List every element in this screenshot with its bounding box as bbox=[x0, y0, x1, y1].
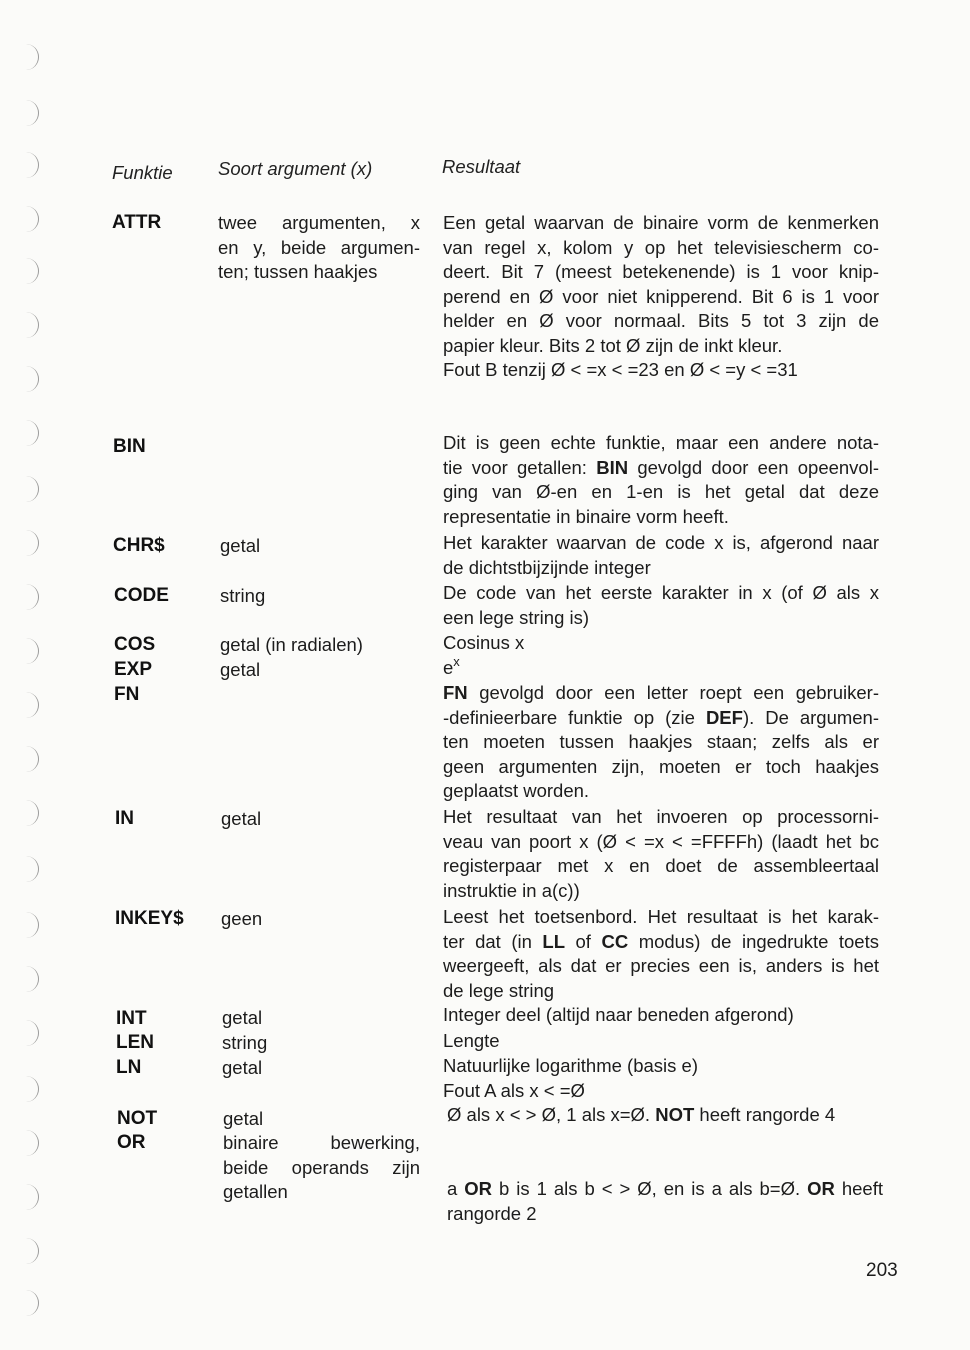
result-line: -definieerbare funktie op (zie DEF). De argumen- bbox=[443, 706, 880, 728]
result-len bbox=[443, 1029, 879, 1054]
function-name-inkey: INKEY$ bbox=[115, 908, 184, 929]
result-attr bbox=[443, 211, 879, 383]
function-name-or: OR bbox=[117, 1132, 146, 1153]
result-line: papier kleur. Bits 2 tot Ø zijn de inkt kleur. bbox=[443, 334, 783, 356]
argument-int: getal bbox=[222, 1007, 263, 1028]
result-line: instruktie in a(c)) bbox=[443, 879, 580, 901]
function-name-attr: ATTR bbox=[112, 212, 162, 233]
function-name-cos: COS bbox=[114, 634, 156, 655]
result-line: weergeeft, als dat er precies een is, anders is het bbox=[443, 955, 879, 976]
result-line: Een getal waarvan de binaire vorm de kenmerken bbox=[443, 212, 879, 233]
function-name-int: INT bbox=[116, 1008, 147, 1029]
result-line: De code van het eerste karakter in x (of Ø als x bbox=[443, 582, 879, 603]
result-exp bbox=[443, 656, 879, 681]
result-chr bbox=[443, 531, 879, 580]
header-argument: Soort argument (x) bbox=[218, 158, 373, 179]
result-in bbox=[443, 805, 879, 903]
argument-len: string bbox=[222, 1032, 268, 1053]
function-name-ln: LN bbox=[116, 1057, 142, 1078]
result-line: Fout B tenzij Ø < =x < =23 en Ø < =y < =31 bbox=[443, 359, 798, 380]
function-name-bin: BIN bbox=[113, 436, 146, 457]
argument-inkey: geen bbox=[221, 908, 263, 929]
result-line: ten moeten tussen haakjes staan; zelfs als er bbox=[443, 731, 879, 752]
function-name-exp: EXP bbox=[114, 659, 153, 680]
result-line: een lege string is) bbox=[443, 606, 590, 628]
result-line: geplaatst worden. bbox=[443, 780, 590, 801]
argument-code: string bbox=[220, 585, 266, 606]
function-name-len: LEN bbox=[116, 1032, 154, 1053]
argument-line: en y, beide argumen- bbox=[218, 236, 420, 258]
result-exponent: x bbox=[453, 654, 460, 669]
argument-or bbox=[223, 1131, 420, 1205]
result-ln bbox=[443, 1054, 879, 1103]
function-name-chr: CHR$ bbox=[113, 535, 165, 556]
result-line: Leest het toetsenbord. Het resultaat is het karak- bbox=[443, 906, 879, 927]
result-line: van regel x, kolom y op het televisiescherm co- bbox=[443, 236, 879, 258]
argument-chr: getal bbox=[220, 535, 261, 556]
result-bin bbox=[443, 431, 879, 529]
result-line: de dichtstbijzijnde integer bbox=[443, 556, 651, 578]
argument-attr bbox=[218, 211, 420, 285]
result-line: de lege string bbox=[443, 979, 555, 1001]
result-line: FN gevolgd door een letter roept een gebruiker- bbox=[443, 682, 879, 703]
result-line: deert. Bit 7 (meest betekenende) is 1 voor knip- bbox=[443, 261, 879, 282]
result-inkey bbox=[443, 905, 879, 1003]
result-line: perend en Ø voor niet knipperend. Bit 6 is 1 voor bbox=[443, 285, 879, 307]
function-name-fn: FN bbox=[114, 684, 140, 705]
result-line: Het karakter waarvan de code x is, afgerond naar bbox=[443, 532, 879, 553]
result-line: Fout A als x < =Ø bbox=[443, 1079, 585, 1101]
result-line: Het resultaat van het invoeren op processorni- bbox=[443, 806, 879, 827]
argument-line: beide operands zijn bbox=[223, 1156, 420, 1178]
header-result: Resultaat bbox=[442, 156, 521, 177]
function-name-not: NOT bbox=[117, 1108, 158, 1129]
result-line: Natuurlijke logarithme (basis e) bbox=[443, 1055, 698, 1076]
argument-line: ten; tussen haakjes bbox=[218, 261, 378, 282]
result-fn bbox=[443, 681, 879, 804]
result-line: rangorde 2 bbox=[447, 1202, 537, 1224]
result-line: Ø als x < > Ø, 1 als x=Ø. NOT heeft rangorde 4 bbox=[447, 1104, 836, 1125]
binder-holes bbox=[0, 0, 40, 1350]
result-line: helder en Ø voor normaal. Bits 5 tot 3 zijn de bbox=[443, 310, 879, 331]
argument-exp: getal bbox=[220, 659, 261, 680]
argument-not: getal bbox=[223, 1108, 264, 1129]
result-base: e bbox=[443, 657, 454, 678]
result-cos bbox=[443, 631, 879, 656]
result-line: veau van poort x (Ø < =x < =FFFFh) (laadt het bc bbox=[443, 830, 879, 852]
result-line: representatie in binaire vorm heeft. bbox=[443, 505, 729, 527]
result-line: tie voor getallen: BIN gevolgd door een opeenvol- bbox=[443, 456, 879, 478]
argument-line: binaire bewerking, bbox=[223, 1132, 420, 1153]
argument-cos: getal (in radialen) bbox=[220, 634, 363, 655]
result-or bbox=[447, 1177, 883, 1226]
header-function: Funktie bbox=[112, 162, 173, 183]
function-name-in: IN bbox=[115, 808, 134, 829]
page-number: 203 bbox=[866, 1260, 898, 1281]
result-line: Integer deel (altijd naar beneden afgerond) bbox=[443, 1004, 794, 1025]
result-line: a OR b is 1 als b < > Ø, en is a als b=Ø. OR heeft bbox=[447, 1178, 883, 1199]
argument-line: getallen bbox=[223, 1181, 288, 1202]
argument-line: twee argumenten, x bbox=[218, 212, 420, 233]
result-line: Lengte bbox=[443, 1030, 500, 1051]
argument-ln: getal bbox=[222, 1057, 263, 1078]
result-line: Dit is geen echte funktie, maar een andere nota- bbox=[443, 432, 879, 453]
result-not bbox=[447, 1103, 883, 1128]
result-line: registerpaar met x en doet de assembleertaal bbox=[443, 855, 879, 876]
result-line: ging van Ø-en en 1-en is het getal dat deze bbox=[443, 481, 879, 502]
result-code bbox=[443, 581, 879, 630]
result-line: Cosinus x bbox=[443, 632, 525, 653]
result-line: ter dat (in LL of CC modus) de ingedrukte toets bbox=[443, 930, 879, 952]
argument-in: getal bbox=[221, 808, 262, 829]
result-int bbox=[443, 1003, 879, 1028]
result-line: geen argumenten zijn, moeten er toch haakjes bbox=[443, 755, 879, 777]
function-name-code: CODE bbox=[114, 585, 169, 606]
